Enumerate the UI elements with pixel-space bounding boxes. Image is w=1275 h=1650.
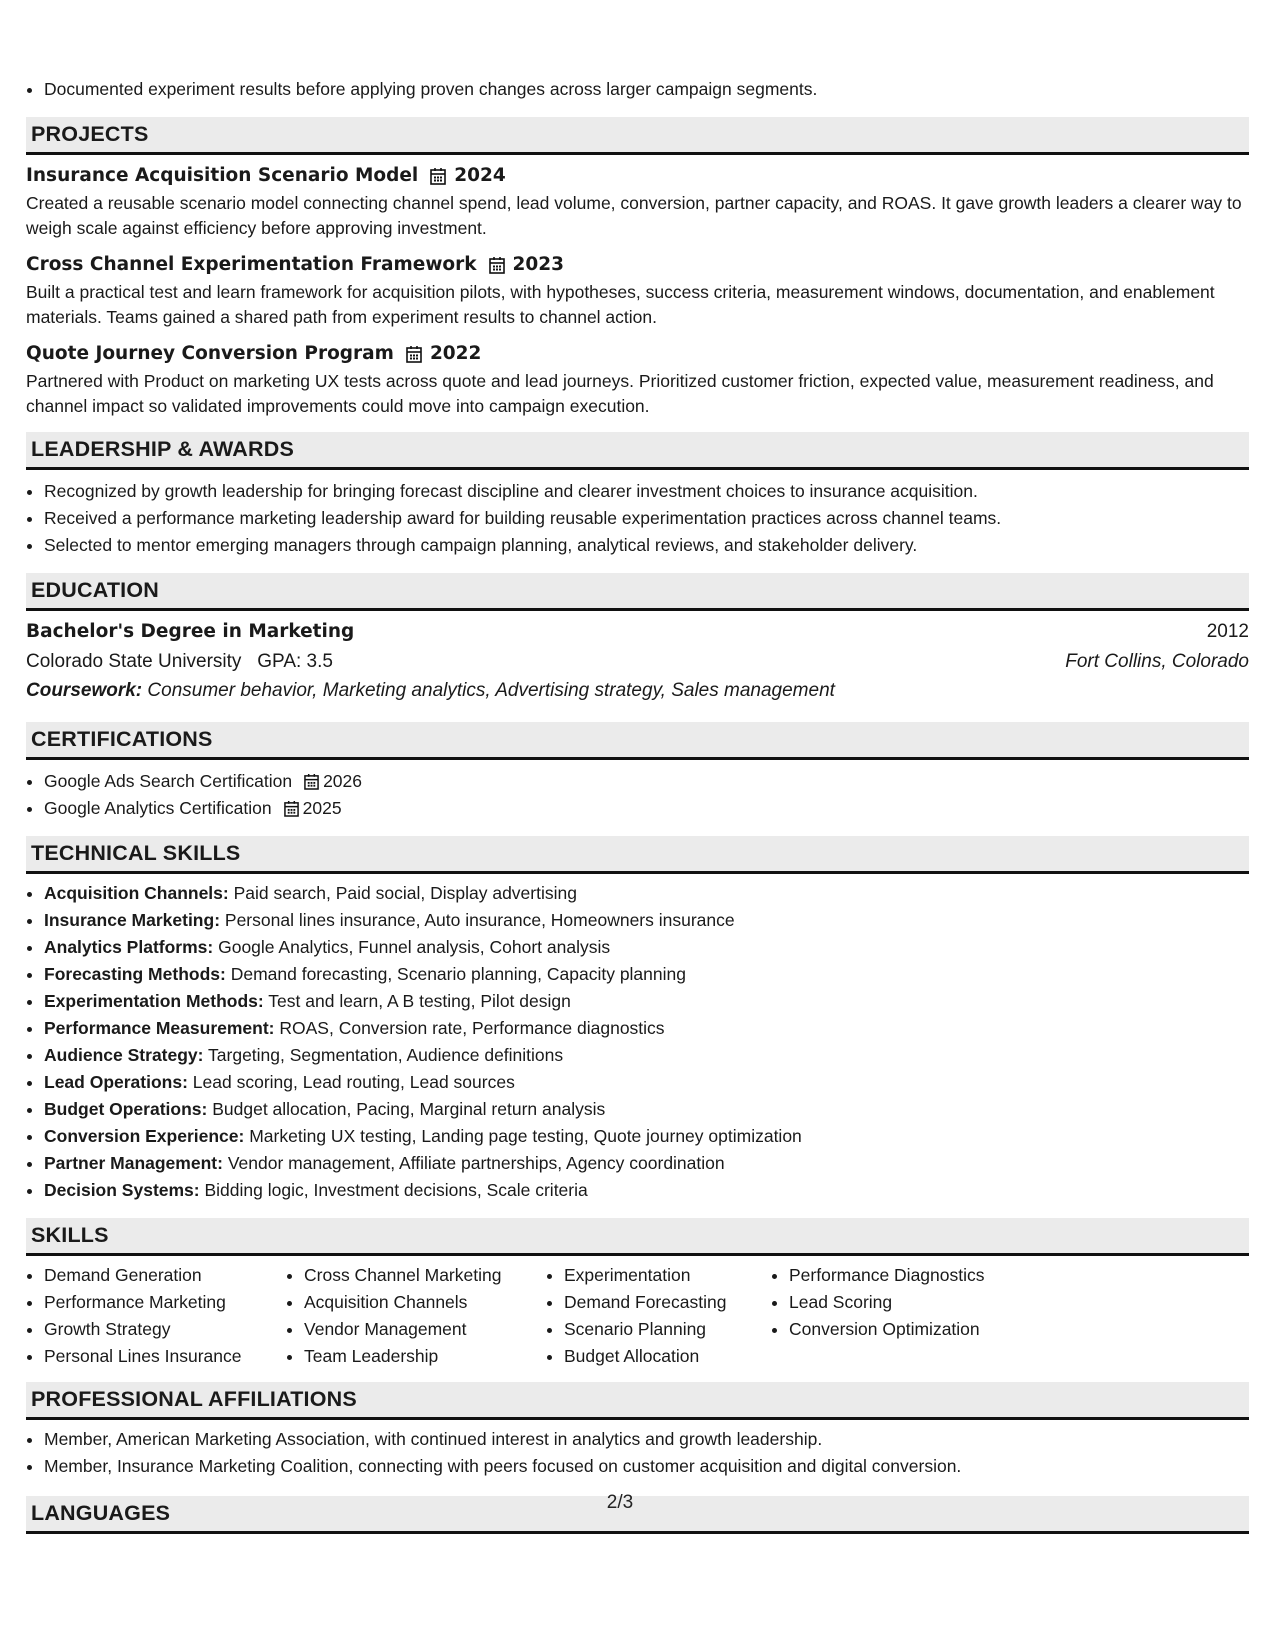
affiliations-list <box>26 1426 1249 1480</box>
project-title: Insurance Acquisition Scenario Model <box>26 165 419 186</box>
calendar-icon <box>406 345 422 363</box>
leadership-heading: LEADERSHIP & AWARDS <box>26 432 1249 470</box>
technical-skill-value: Vendor management, Affiliate partnerships, Agency coordination <box>227 1153 725 1173</box>
technical-skill-label: Analytics Platforms: <box>44 937 214 957</box>
skill-item: • Scenario Planning <box>564 1316 771 1343</box>
skills-column <box>771 1262 1039 1370</box>
technical-skill-item <box>44 1177 1249 1204</box>
technical-skill-item <box>44 934 1249 961</box>
technical-skill-label: Decision Systems: <box>44 1180 200 1200</box>
technical-skill-item <box>44 1069 1249 1096</box>
technical-skill-item <box>44 1150 1249 1177</box>
leadership-list <box>26 478 1249 559</box>
project-year: 2024 <box>454 165 506 186</box>
calendar-icon <box>489 256 505 274</box>
technical-skill-item <box>44 988 1249 1015</box>
certification-year: 2026 <box>323 771 362 791</box>
skills-column <box>26 1262 286 1370</box>
technical-skill-label: Audience Strategy: <box>44 1045 204 1065</box>
education-location: Fort Collins, Colorado <box>1065 651 1249 672</box>
technical-skills-heading: TECHNICAL SKILLS <box>26 836 1249 874</box>
certification-year: 2025 <box>302 798 342 818</box>
education-gpa: GPA: 3.5 <box>257 651 333 672</box>
technical-skill-value: Google Analytics, Funnel analysis, Cohort analysis <box>218 937 611 957</box>
projects-section <box>26 163 1249 418</box>
project-item <box>26 252 1249 329</box>
certification-name: • Google Analytics Certification <box>44 798 272 818</box>
technical-skill-value: Test and learn, A B testing, Pilot design <box>268 991 571 1011</box>
technical-skill-item <box>44 1123 1249 1150</box>
leadership-item: • Received a performance marketing leadership award for building reusable experimentation practices across channel teams. <box>44 505 1249 532</box>
skill-item: • Vendor Management <box>304 1316 546 1343</box>
education-heading: EDUCATION <box>26 573 1249 611</box>
education-degree: Bachelor's Degree in Marketing <box>26 621 355 642</box>
experience-bullet-list <box>26 76 1249 103</box>
technical-skill-label: Conversion Experience: <box>44 1126 245 1146</box>
experience-bullet: • Documented experiment results before applying proven changes across larger campaign segments. <box>44 76 1249 103</box>
technical-skill-label: Budget Operations: <box>44 1099 208 1119</box>
project-year: 2023 <box>512 254 565 275</box>
technical-skill-label: Forecasting Methods: <box>44 964 226 984</box>
skill-item: • Lead Scoring <box>789 1289 1039 1316</box>
affiliations-heading: PROFESSIONAL AFFILIATIONS <box>26 1382 1249 1420</box>
technical-skill-label: Performance Measurement: <box>44 1018 275 1038</box>
resume-page <box>26 76 1249 1534</box>
project-item <box>26 163 1249 240</box>
technical-skill-label: Acquisition Channels: <box>44 883 229 903</box>
skill-item: • Demand Generation <box>44 1262 286 1289</box>
technical-skill-item <box>44 907 1249 934</box>
technical-skill-item <box>44 1015 1249 1042</box>
project-title: Quote Journey Conversion Program <box>26 343 394 364</box>
project-description: Partnered with Product on marketing UX tests across quote and lead journeys. Prioritized customer friction, expected value, measurement readiness, and channel impact so validated improvements could move into campaign execution. <box>26 371 1214 416</box>
technical-skill-label: Partner Management: <box>44 1153 223 1173</box>
skill-item: • Acquisition Channels <box>304 1289 546 1316</box>
technical-skill-item <box>44 1042 1249 1069</box>
technical-skill-value: Budget allocation, Pacing, Marginal return analysis <box>212 1099 606 1119</box>
certification-item <box>44 768 1249 795</box>
coursework-label: Coursework: <box>26 680 143 701</box>
skills-column <box>286 1262 546 1370</box>
skills-heading: SKILLS <box>26 1218 1249 1256</box>
skill-item: • Cross Channel Marketing <box>304 1262 546 1289</box>
technical-skill-value: Personal lines insurance, Auto insurance, Homeowners insurance <box>224 910 735 930</box>
page-number: 2/3 <box>606 1492 634 1513</box>
technical-skill-value: Marketing UX testing, Landing page testing, Quote journey optimization <box>249 1126 802 1146</box>
skill-item: • Conversion Optimization <box>789 1316 1039 1343</box>
skill-item: • Demand Forecasting <box>564 1289 771 1316</box>
technical-skill-value: Bidding logic, Investment decisions, Scale criteria <box>204 1180 588 1200</box>
skills-column <box>546 1262 771 1370</box>
technical-skills-list <box>26 880 1249 1204</box>
skill-item: • Performance Marketing <box>44 1289 286 1316</box>
languages-heading: LANGUAGES <box>26 1496 1249 1534</box>
technical-skill-value: Lead scoring, Lead routing, Lead sources <box>192 1072 515 1092</box>
certification-item <box>44 795 1249 822</box>
technical-skill-label: Insurance Marketing: <box>44 910 221 930</box>
project-year: 2022 <box>429 343 482 364</box>
certification-name: • Google Ads Search Certification <box>44 771 293 791</box>
leadership-item: • Selected to mentor emerging managers through campaign planning, analytical reviews, and stakeholder delivery. <box>44 532 1249 559</box>
skill-item: • Experimentation <box>564 1262 771 1289</box>
certifications-list <box>26 768 1249 822</box>
skill-item: • Performance Diagnostics <box>789 1262 1039 1289</box>
skill-item: • Personal Lines Insurance <box>44 1343 286 1370</box>
skills-grid <box>26 1262 1249 1370</box>
project-item <box>26 341 1249 418</box>
project-description: Built a practical test and learn framework for acquisition pilots, with hypotheses, success criteria, measurement windows, documentation, and enablement materials. Teams gained a shared path from experiment results to channel action. <box>26 282 1215 327</box>
technical-skill-label: Lead Operations: <box>44 1072 188 1092</box>
project-description: Created a reusable scenario model connecting channel spend, lead volume, conversion, partner capacity, and ROAS. It gave growth leaders a clearer way to weigh scale against efficiency before approving investment. <box>26 193 1242 238</box>
skill-item: • Budget Allocation <box>564 1343 771 1370</box>
calendar-icon <box>284 800 299 817</box>
calendar-icon <box>304 773 319 790</box>
project-title: Cross Channel Experimentation Framework <box>26 254 477 275</box>
skill-item: • Team Leadership <box>304 1343 546 1370</box>
technical-skill-item <box>44 880 1249 907</box>
affiliation-item: • Member, American Marketing Association, with continued interest in analytics and growth leadership. <box>44 1426 1249 1453</box>
education-section <box>26 617 1249 706</box>
affiliation-item: • Member, Insurance Marketing Coalition, connecting with peers focused on customer acquisition and digital conversion. <box>44 1453 1249 1480</box>
calendar-icon <box>430 167 446 185</box>
technical-skill-value: ROAS, Conversion rate, Performance diagnostics <box>279 1018 665 1038</box>
technical-skill-label: Experimentation Methods: <box>44 991 264 1011</box>
technical-skill-item <box>44 1096 1249 1123</box>
technical-skill-value: Paid search, Paid social, Display advertising <box>233 883 577 903</box>
certifications-heading: CERTIFICATIONS <box>26 722 1249 760</box>
leadership-item: • Recognized by growth leadership for bringing forecast discipline and clearer investment choices to insurance acquisition. <box>44 478 1249 505</box>
education-year: 2012 <box>1206 621 1249 642</box>
technical-skill-item <box>44 961 1249 988</box>
projects-heading: PROJECTS <box>26 117 1249 155</box>
education-school: Colorado State University <box>26 651 242 672</box>
technical-skill-value: Demand forecasting, Scenario planning, Capacity planning <box>230 964 686 984</box>
technical-skill-value: Targeting, Segmentation, Audience definitions <box>208 1045 564 1065</box>
skill-item: • Growth Strategy <box>44 1316 286 1343</box>
coursework-list: Consumer behavior, Marketing analytics, Advertising strategy, Sales management <box>147 680 835 701</box>
